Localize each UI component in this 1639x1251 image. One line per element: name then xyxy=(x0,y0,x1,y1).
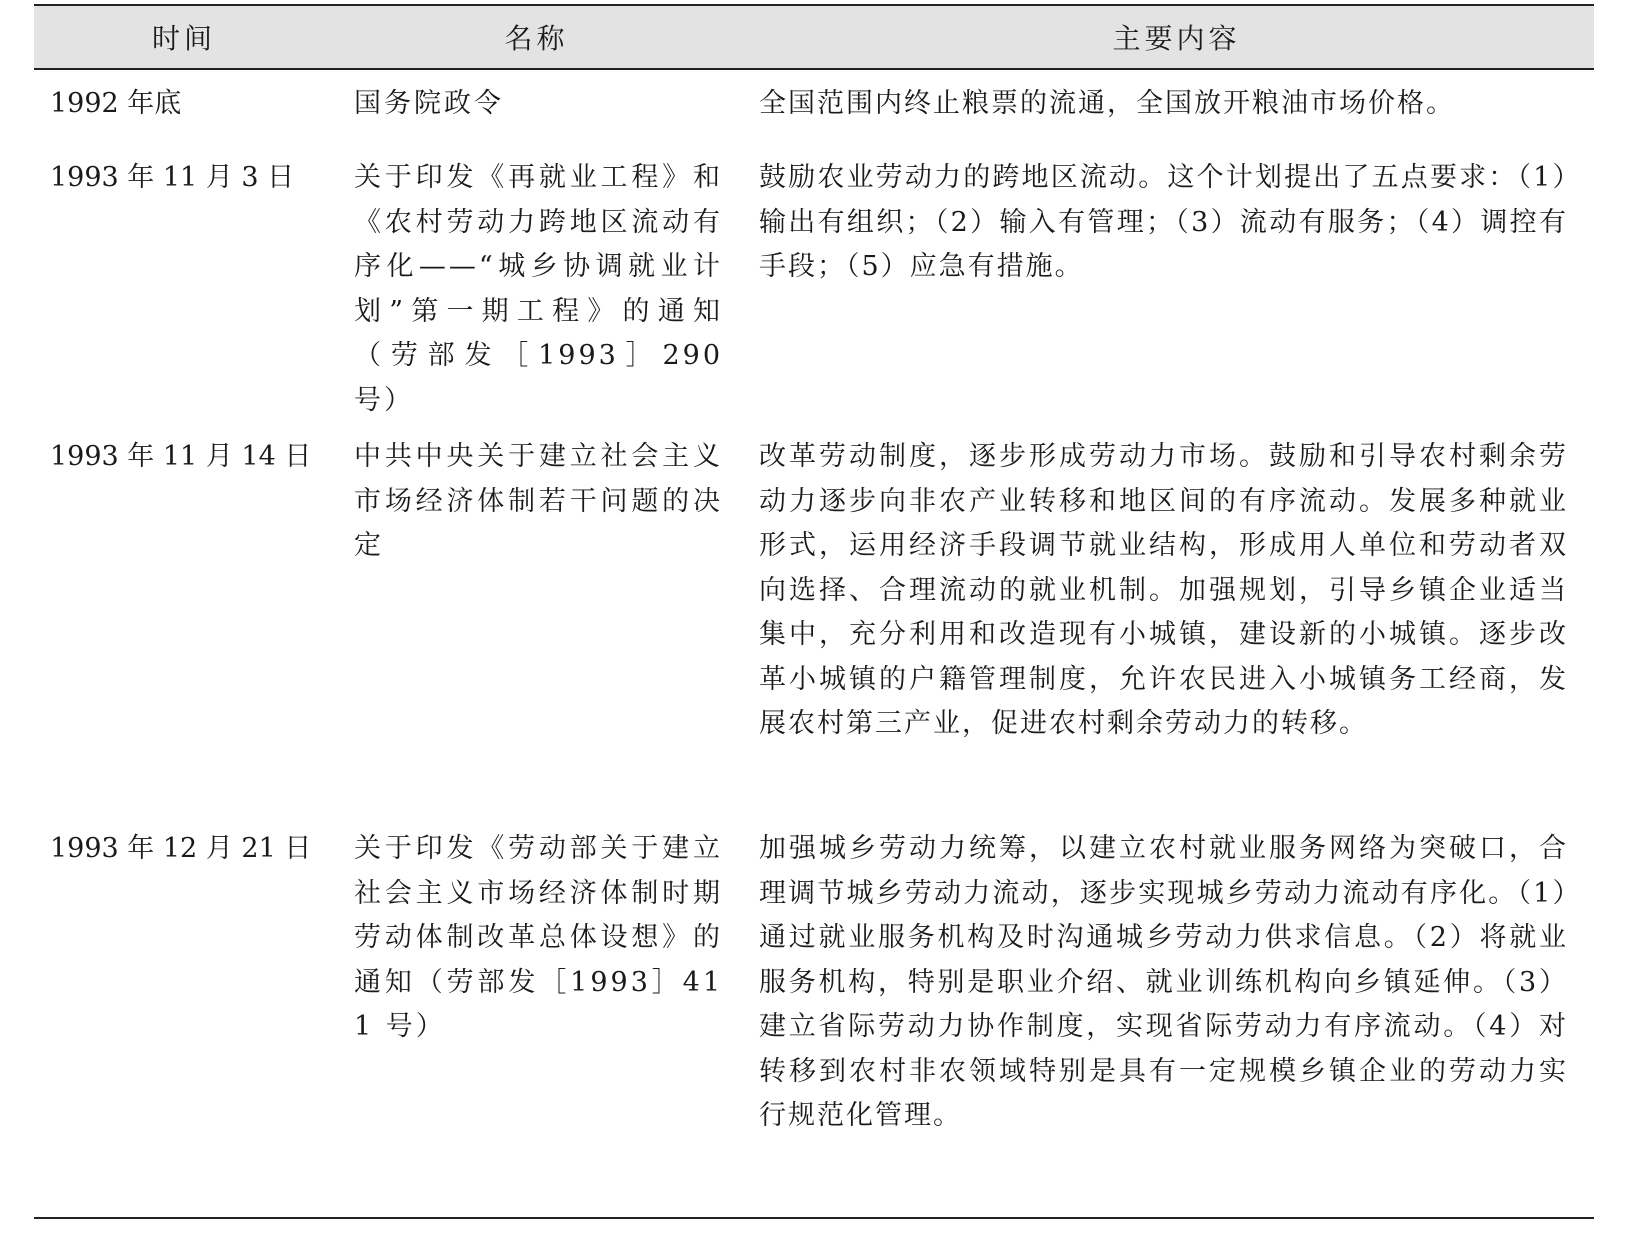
cell-content: 鼓励农业劳动力的跨地区流动。这个计划提出了五点要求：（1）输出有组织；（2）输入有管理；（3）流动有服务；（4）调控有手段；（5）应急有措施。 xyxy=(759,162,1568,282)
cell-time: 1993 年 12 月 21 日 xyxy=(34,815,334,1218)
cell-content: 改革劳动制度，逐步形成劳动力市场。鼓励和引导农村剩余劳动力逐步向非农产业转移和地区间的有序流动。发展多种就业形式，运用经济手段调节就业结构，形成用人单位和劳动者双向选择、合理流动的就业机制。加强规划，引导乡镇企业适当集中，充分利用和改造现有小城镇，建设新的小城镇。逐步改革小城镇的户籍管理制度，允许农民进入小城镇务工经商，发展农村第三产业，促进农村剩余劳动力的转移。 xyxy=(759,441,1568,739)
policy-table xyxy=(34,4,1594,1219)
cell-name: 中共中央关于建立社会主义市场经济体制若干问题的决定 xyxy=(354,441,723,561)
table-row xyxy=(34,144,1594,423)
header-time: 时间 xyxy=(34,5,334,69)
table-row xyxy=(34,423,1594,815)
table-header xyxy=(34,5,1594,69)
cell-time: 1992 年底 xyxy=(50,88,182,119)
header-name: 名称 xyxy=(334,5,739,69)
cell-content: 全国范围内终止粮票的流通，全国放开粮油市场价格。 xyxy=(759,88,1455,119)
cell-time: 1993 年 11 月 3 日 xyxy=(50,162,295,193)
table-body xyxy=(34,69,1594,1218)
cell-content: 加强城乡劳动力统筹，以建立农村就业服务网络为突破口，合理调节城乡劳动力流动，逐步实现城乡劳动力流动有序化。（1）通过就业服务机构及时沟通城乡劳动力供求信息。（2）将就业服务机构，特别是职业介绍、就业训练机构向乡镇延伸。（3）建立省际劳动力协作制度，实现省际劳动力有序流动。（4）对转移到农村非农领域特别是具有一定规模乡镇企业的劳动力实行规范化管理。 xyxy=(739,815,1594,1218)
cell-name: 国务院政令 xyxy=(354,88,504,119)
table-row xyxy=(34,815,1594,1218)
cell-time: 1993 年 11 月 14 日 xyxy=(50,441,312,472)
table-row xyxy=(34,69,1594,144)
header-row xyxy=(34,5,1594,69)
cell-name: 关于印发《再就业工程》和《农村劳动力跨地区流动有序化——“城乡协调就业计划”第一期工程》的通知（劳部发［1993］290 号） xyxy=(354,162,723,416)
header-content: 主要内容 xyxy=(739,5,1594,69)
cell-name: 关于印发《劳动部关于建立社会主义市场经济体制时期劳动体制改革总体设想》的通知（劳部发［1993］411 号） xyxy=(334,815,739,1218)
